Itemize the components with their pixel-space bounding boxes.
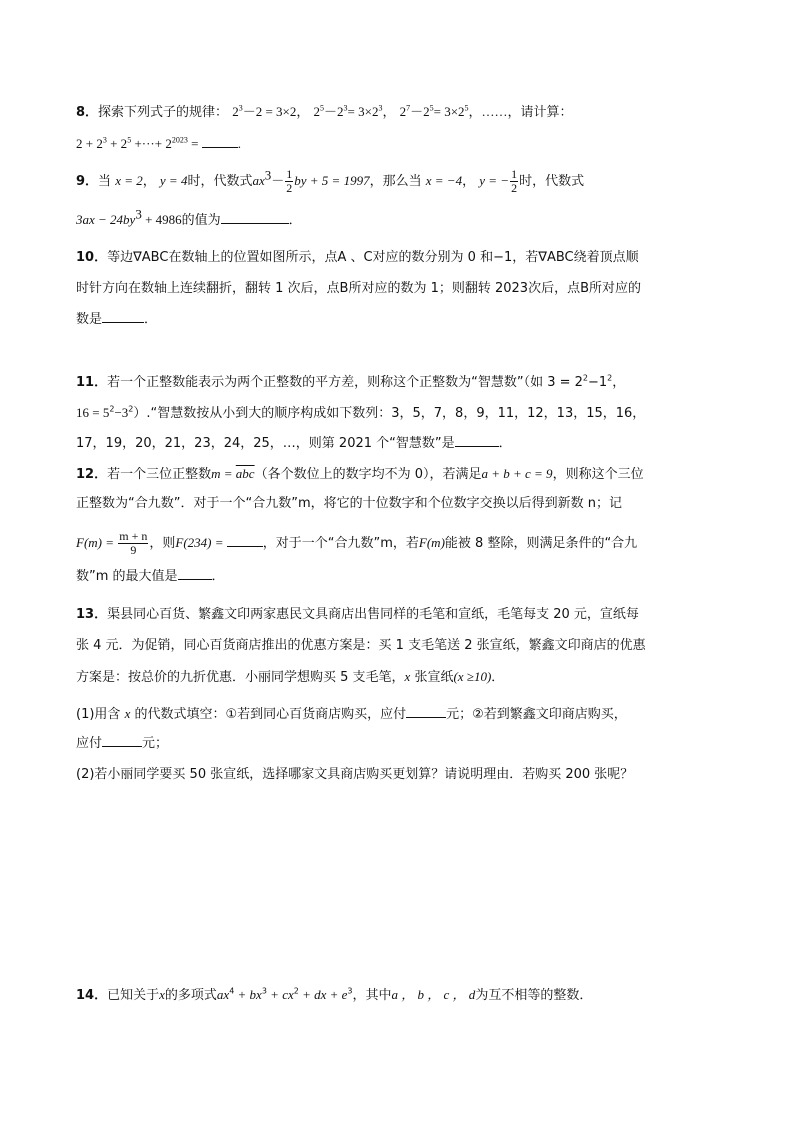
q8-expr3: $2^7-2^5= 3\times 2^5$，……，请计算： <box>399 103 573 119</box>
question-9: 9．当 x = 2， y = 4时，代数式$ax^3-$ $\frac{1}{2}$ by + 5 = 1997，那么当 x = −4， y = − $\frac{1}{2}$ 时，代数式 <box>76 167 585 195</box>
q13-answer-blank-1 <box>406 705 446 718</box>
q11-number: 11． <box>76 375 108 390</box>
q9-answer-blank <box>221 211 289 224</box>
q10-line2: 时针方向在数轴上连续翻折，翻转 1 次后，点B所对应的数为 1；则翻转 2023次后，点B所对应的 <box>76 281 641 296</box>
question-11: 11．若一个正整数能表示为两个正整数的平方差，则称这个正整数为“智慧数”（如 $3 = 2^2-1^2$， <box>76 373 626 390</box>
q12-line2: 正整数为“合九数”．对于一个“合九数”m，将它的十位数字和个位数字交换以后得到新数 n；记 <box>76 496 622 511</box>
q9-fraction-half: $\frac{1}{2}$ <box>286 167 293 195</box>
question-12: 12．若一个三位正整数$m = \overline{abc}$（各个数位上的数字均不为 0），若满足a + b + c = 9，则称这个三位 <box>76 466 644 482</box>
q12-answer-blank-1 <box>227 534 263 547</box>
q14-number: 14． <box>76 988 108 1003</box>
q8-answer-blank <box>202 135 238 148</box>
q13-part2: (2)若小丽同学要买 50 张宣纸，选择哪家文具商店购买更划算？请说明理由．若购买 200 张呢？ <box>76 767 634 782</box>
q13-line3: 方案是：按总价的九折优惠．小丽同学想购买 5 支毛笔，x 张宣纸(x ≥10)． <box>76 669 505 685</box>
q9-fraction-half-2: $\frac{1}{2}$ <box>511 167 518 195</box>
q10-answer-blank <box>102 310 144 323</box>
q13-line2: 张 4 元．为促销，同心百货商店推出的优惠方案是：买 1 支毛笔送 2 张宣纸，繁鑫文印商店的优惠 <box>76 638 646 653</box>
q8-number: 8． <box>76 105 99 120</box>
q10-line3: 数是 ． <box>76 312 158 327</box>
q11-line3: 17，19，20，21，23，24，25，…，则第 2021 个“智慧数”是 ． <box>76 436 512 451</box>
question-8 <box>76 102 573 123</box>
q8-text: 探索下列式子的规律： <box>98 105 229 120</box>
question-10: 10．等边∇ABC在数轴上的位置如图所示，点A 、C对应的数分别为 0 和−1，若∇ABC绕着顶点顺 <box>76 250 639 265</box>
q8-sum: $2 + 2^3 + 2^5$ +···+ $2^{2023}$ = . <box>76 135 241 151</box>
q13-part1-line2: 应付 元； <box>76 736 169 751</box>
q12-fraction: $\frac{m + n}{9}$ <box>119 529 148 557</box>
q10-number: 10． <box>76 250 108 265</box>
q12-line4: 数”m 的最大值是 ． <box>76 569 225 584</box>
q9-line2: $3ax - 24by^3 + 4986$的值为 ． <box>76 206 302 228</box>
q13-part1: (1)用含 x 的代数式填空：①若到同心百货商店购买，应付 元；②若到繁鑫文印商店购买， <box>76 706 627 722</box>
q9-number: 9． <box>76 174 99 189</box>
q12-answer-blank-2 <box>178 567 212 580</box>
question-14: 14．已知关于x的多项式$ax^4 + bx^3 + cx^2$ + dx + $e^3$，其中a ， b ， c ， d为互不相等的整数． <box>76 986 593 1003</box>
q11-answer-blank <box>455 434 499 447</box>
q8-expr2: $2^5-2^3= 3\times 2^3$， <box>313 103 396 119</box>
q11-line2: $16 = 5^2-3^2).“$智慧数按从小到大的顺序构成如下数列：3，5，7，8，9，11，12，13，15，16， <box>76 404 646 421</box>
q13-number: 13． <box>76 607 108 622</box>
question-13: 13．渠县同心百货、繁鑫文印两家惠民文具商店出售同样的毛笔和宣纸，毛笔每支 20 元，宣纸每 <box>76 607 639 622</box>
q13-answer-blank-2 <box>102 734 142 747</box>
q12-line3: F(m) = $\frac{m + n}{9}$ ，则F(234) = ，对于一个“合九数”m，若F(m)能被 8 整除，则满足条件的“合九 <box>76 529 638 557</box>
q8-expr1: $2^3-2 = 3\times 2$， <box>232 103 310 119</box>
q12-number: 12． <box>76 467 108 482</box>
